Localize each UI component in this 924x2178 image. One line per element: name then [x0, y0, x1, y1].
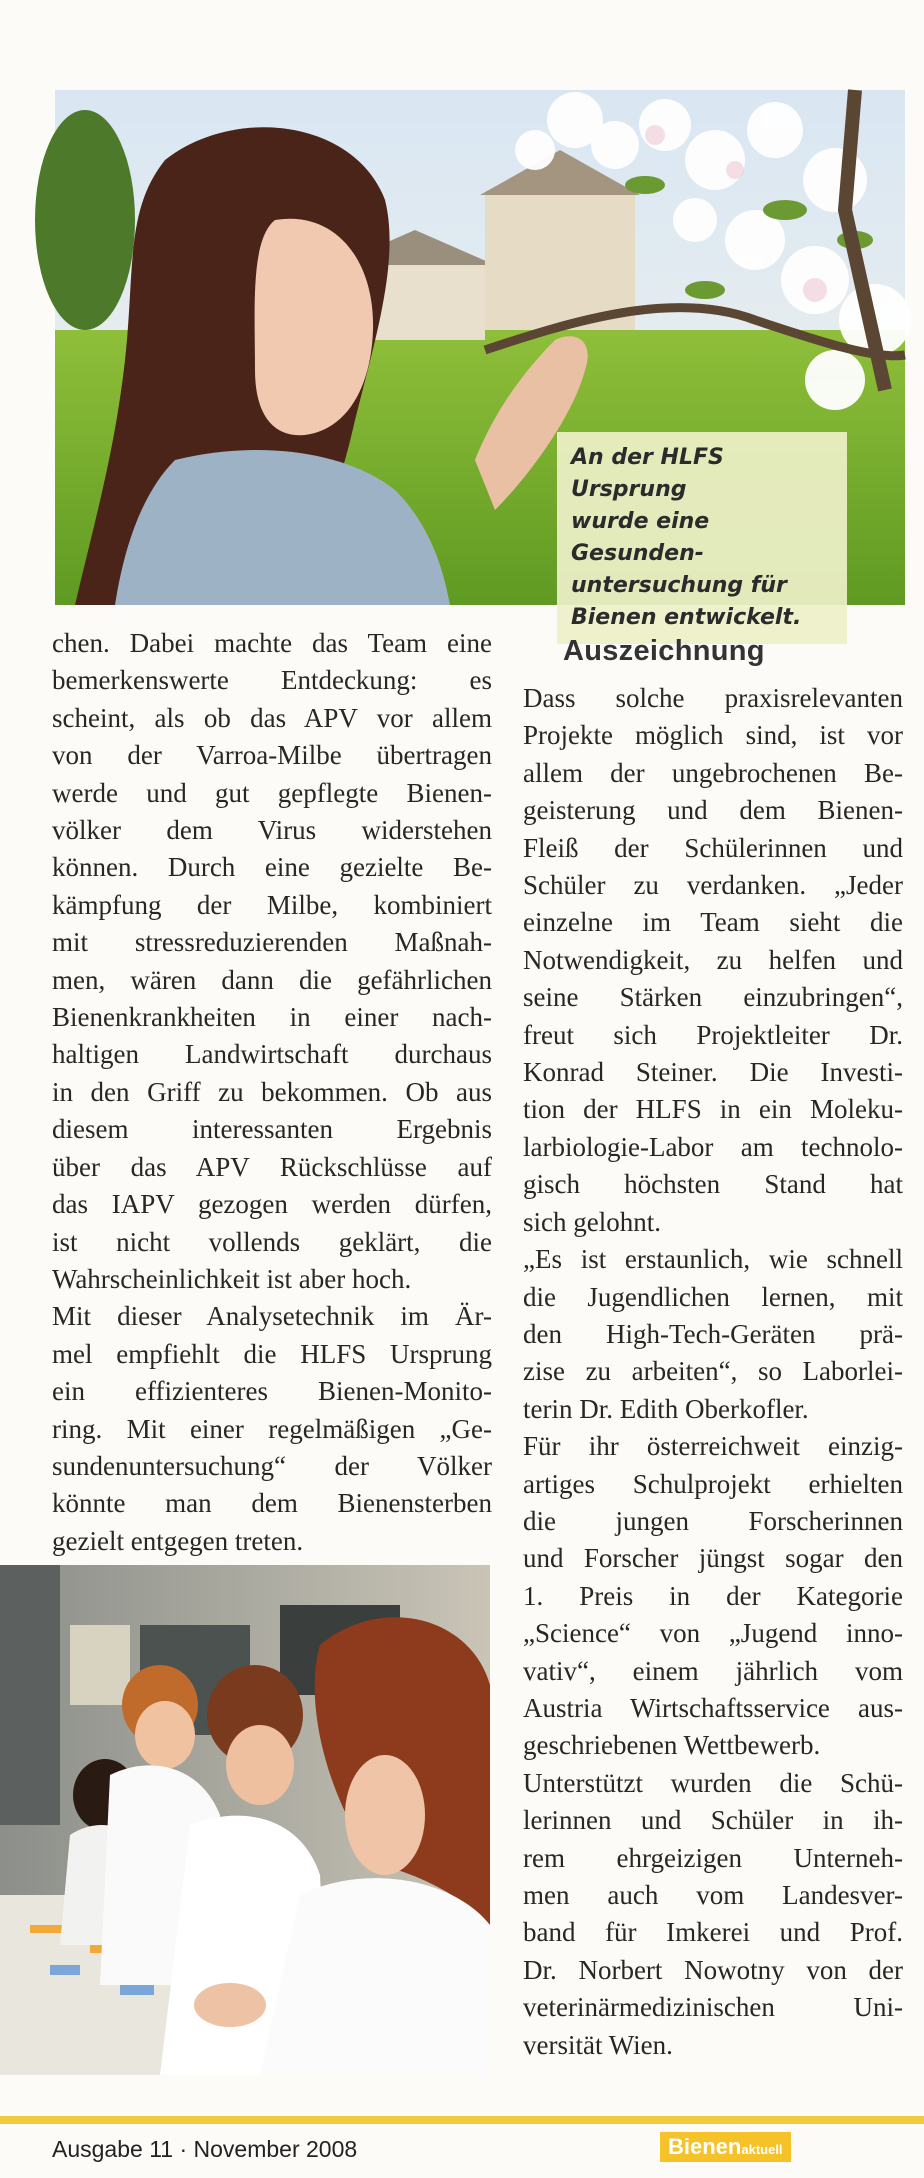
text-line: band für Imkerei und Prof. — [523, 1917, 903, 1948]
text-line: völker dem Virus widerstehen — [52, 815, 492, 846]
text-line: sundenuntersuchung“ der Völker — [52, 1450, 492, 1481]
logo-sub-text: aktuell — [741, 2142, 783, 2157]
text-line: geschriebenen Wettbewerb. — [523, 1730, 821, 1761]
text-line: men, wären dann die gefährlichen — [52, 964, 492, 995]
bottom-photo — [0, 1565, 490, 2075]
text-line: gisch höchsten Stand hat — [523, 1169, 903, 1200]
top-photo — [55, 90, 905, 630]
text-line: über das APV Rückschlüsse auf — [52, 1151, 492, 1182]
text-line: artiges Schulprojekt erhielten — [523, 1468, 903, 1499]
text-line: tion der HLFS in ein Moleku- — [523, 1094, 903, 1125]
text-line: bemerkenswerte Entdeckung: es — [52, 665, 492, 696]
text-line: gezielt entgegen treten. — [52, 1525, 304, 1556]
text-line: rem ehrgeizigen Unterneh- — [523, 1842, 903, 1873]
issue-label: Ausgabe 11 · November 2008 — [52, 2136, 358, 2162]
text-line: Für ihr österreichweit einzig- — [523, 1431, 903, 1462]
text-line: zise zu arbeiten“, so Laborlei- — [523, 1356, 903, 1387]
text-line: men auch vom Landesver- — [523, 1880, 903, 1910]
text-line: das IAPV gezogen werden dürfen, — [52, 1189, 492, 1220]
caption-line: Bienen entwickelt. — [571, 605, 802, 630]
text-line: mit stressreduzierenden Maßnah- — [52, 927, 492, 958]
text-line: haltigen Landwirtschaft durchaus — [52, 1039, 492, 1070]
text-line: Austria Wirtschaftsservice aus- — [523, 1692, 903, 1723]
text-line: ein effizienteres Bienen-Monito- — [52, 1376, 492, 1407]
text-line: könnte man dem Bienensterben — [52, 1488, 492, 1519]
text-line: Schüler zu verdanken. „Jeder — [523, 870, 903, 901]
text-line: werde und gut gepflegte Bienen- — [52, 777, 492, 808]
text-line: 1. Preis in der Kategorie — [523, 1580, 903, 1611]
logo-main-text: Bienen — [668, 2134, 742, 2159]
caption-line: An der HLFS Ursprung — [571, 445, 724, 502]
photo-caption — [557, 432, 847, 644]
text-line: „Science“ von „Jugend inno- — [523, 1618, 903, 1649]
text-line: vativ“, einem jährlich vom — [523, 1655, 903, 1686]
text-line: Projekte möglich sind, ist vor — [523, 720, 903, 751]
text-line: Mit dieser Analysetechnik im Är- — [52, 1301, 492, 1332]
text-line: versität Wien. — [523, 2029, 673, 2060]
text-line: scheint, als ob das APV vor allem — [52, 702, 492, 733]
text-line: ist nicht vollends geklärt, die — [52, 1226, 492, 1257]
text-line: Bienenkrankheiten in einer nach- — [52, 1002, 492, 1033]
caption-line: untersuchung für — [571, 573, 787, 598]
text-line: seine Stärken einzubringen“, — [523, 982, 903, 1013]
text-line: in den Griff zu bekommen. Ob aus — [52, 1076, 492, 1107]
footer-rule — [0, 2116, 924, 2124]
text-line: lerinnen und Schüler in ih- — [523, 1805, 903, 1836]
text-line: mel empfiehlt die HLFS Ursprung — [52, 1338, 492, 1369]
text-line: Unterstützt wurden die Schü- — [523, 1767, 903, 1798]
right-article-column — [523, 680, 903, 2064]
text-line: freut sich Projektleiter Dr. — [523, 1019, 903, 1050]
text-line: ring. Mit einer regelmäßigen „Ge- — [52, 1413, 492, 1444]
text-line: veterinärmedizinischen Uni- — [523, 1992, 903, 2023]
text-line: von der Varroa-Milbe übertragen — [52, 740, 492, 771]
text-line: die Jugendlichen lernen, mit — [523, 1281, 903, 1312]
text-line: können. Durch eine gezielte Be- — [52, 852, 492, 883]
text-line: Wahrscheinlichkeit ist aber hoch. — [52, 1263, 412, 1294]
section-heading: Auszeichnung — [563, 635, 765, 667]
text-line: larbiologie-Labor am technolo- — [523, 1131, 903, 1162]
text-line: sich gelohnt. — [523, 1206, 661, 1237]
text-line: chen. Dabei machte das Team eine — [52, 628, 492, 658]
text-line: Konrad Steiner. Die Investi- — [523, 1057, 903, 1088]
text-line: geisterung und dem Bienen- — [523, 795, 903, 826]
text-line: diesem interessanten Ergebnis — [52, 1114, 492, 1145]
text-line: die jungen Forscherinnen — [523, 1505, 903, 1536]
left-article-column — [52, 625, 492, 1560]
text-line: „Es ist erstaunlich, wie schnell — [523, 1244, 903, 1275]
magazine-logo — [660, 2132, 791, 2162]
text-line: einzelne im Team sieht die — [523, 907, 903, 938]
text-line: terin Dr. Edith Oberkofler. — [523, 1393, 809, 1424]
text-line: und Forscher jüngst sogar den — [523, 1543, 903, 1574]
text-line: Notwendigkeit, zu helfen und — [523, 944, 903, 975]
caption-line: wurde eine Gesunden- — [571, 509, 710, 566]
text-line: kämpfung der Milbe, kombiniert — [52, 889, 492, 920]
text-line: allem der ungebrochenen Be- — [523, 757, 903, 788]
text-line: Dass solche praxisrelevanten — [523, 683, 903, 713]
text-line: Dr. Norbert Nowotny von der — [523, 1954, 903, 1985]
text-line: Fleiß der Schülerinnen und — [523, 832, 903, 863]
text-line: den High-Tech-Geräten prä- — [523, 1318, 903, 1349]
lab-photo-illustration — [0, 1565, 490, 2075]
